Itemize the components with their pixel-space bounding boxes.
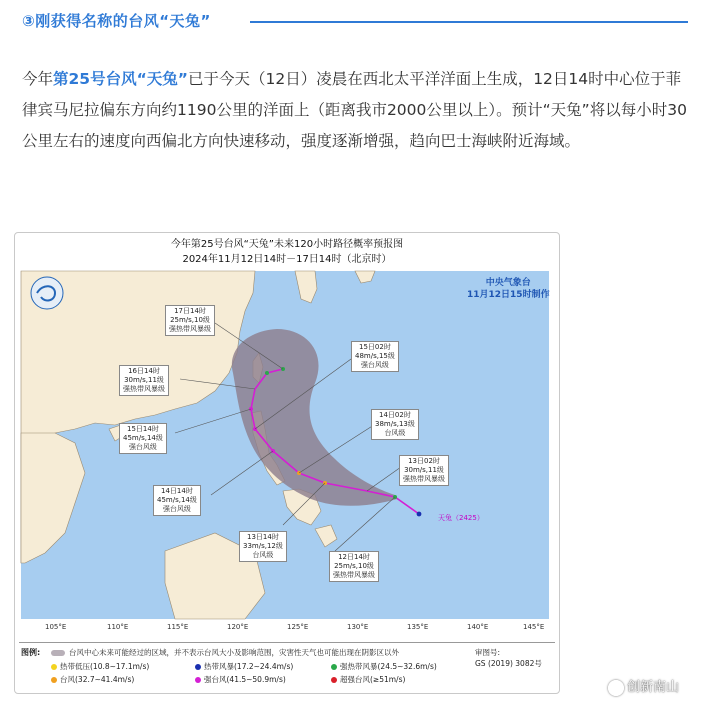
- forecast-label-17d14: 17日14时 25m/s,10级 强热带风暴级: [165, 305, 215, 336]
- longitude-140: 140°E: [467, 623, 489, 631]
- legend-sts: 强热带风暴(24.5~32.6m/s): [331, 661, 437, 672]
- forecast-label-13d02: 13日02时 30m/s,11级 强热带风暴级: [399, 455, 449, 486]
- ty-dot-icon: [51, 677, 57, 683]
- cma-logo: [31, 277, 63, 309]
- legend-ty: 台风(32.7~41.4m/s): [51, 674, 134, 685]
- forecast-label-16d14: 16日14时 30m/s,11级 强热带风暴级: [119, 365, 169, 396]
- map-approval: 审图号: GS (2019) 3082号: [475, 648, 542, 668]
- intro-paragraph: [22, 64, 694, 157]
- forecast-label-14d02: 14日02时 38m/s,13级 台风级: [371, 409, 419, 440]
- super-dot-icon: [331, 677, 337, 683]
- longitude-130: 130°E: [347, 623, 369, 631]
- legend-td: 热带低压(10.8~17.1m/s): [51, 661, 149, 672]
- typhoon-name-highlight: 第25号台风“天兔”: [53, 70, 188, 88]
- td-dot-icon: [51, 664, 57, 670]
- cone-swatch-icon: [51, 650, 65, 656]
- agency-name: 中央气象台: [485, 278, 531, 288]
- sts-dot-icon: [331, 664, 337, 670]
- map-title-line2: 2024年11月12日14时－17日14时（北京时）: [182, 254, 392, 265]
- watermark-text: 创新南山: [627, 680, 680, 695]
- longitude-110: 110°E: [107, 623, 129, 631]
- longitude-115: 115°E: [167, 623, 189, 631]
- track-point-16d14: [265, 371, 269, 375]
- map-title-line1: 今年第25号台风“天兔”未来120小时路径概率预报图: [170, 239, 404, 250]
- ts-dot-icon: [195, 664, 201, 670]
- longitude-125: 125°E: [287, 623, 309, 631]
- sty-dot-icon: [195, 677, 201, 683]
- map-legend: [19, 642, 555, 689]
- issue-time: 11月12日15时制作: [467, 290, 550, 300]
- legend-ts: 热带风暴(17.2~24.4m/s): [195, 661, 293, 672]
- intro-text-body: 已于今天（12日）凌晨在西北太平洋洋面上生成，12日14时中心位于菲律宾马尼拉偏东方向约1190公里的洋面上（距离我市2000公里以上）。预计“天兔”将以每小时30公里左右的速度向西偏北方向快速移动，强度逐渐增强，趋向巴士海峡附近海域。: [22, 70, 687, 150]
- storm-center-current: [417, 512, 422, 517]
- section-heading: [22, 10, 211, 31]
- forecast-label-14d14: 14日14时 45m/s,14级 强台风级: [153, 485, 201, 516]
- longitude-120: 120°E: [227, 623, 249, 631]
- typhoon-forecast-map: [14, 232, 560, 694]
- watermark: [608, 676, 679, 696]
- forecast-label-13d14: 13日14时 33m/s,12级 台风级: [239, 531, 287, 562]
- storm-name-tag: 天兔（2425）: [438, 514, 484, 522]
- forecast-label-12d14: 12日14时 25m/s,10级 强热带风暴级: [329, 551, 379, 582]
- forecast-label-15d14: 15日14时 45m/s,14级 强台风级: [119, 423, 167, 454]
- weibo-icon: [608, 680, 624, 696]
- legend-sty: 强台风(41.5~50.9m/s): [195, 674, 286, 685]
- longitude-105: 105°E: [45, 623, 67, 631]
- heading-divider: [250, 21, 688, 23]
- legend-probability-area: 台风中心未来可能经过的区域，并不表示台风大小及影响范围，灾害性天气也可能出现在阴影区以外: [51, 647, 399, 658]
- forecast-label-15d02: 15日02时 48m/s,15级 强台风级: [351, 341, 399, 372]
- legend-super: 超强台风(≥51m/s): [331, 674, 405, 685]
- longitude-145: 145°E: [523, 623, 545, 631]
- intro-text-start: 今年: [22, 70, 54, 88]
- longitude-135: 135°E: [407, 623, 429, 631]
- agency-block: [467, 277, 550, 301]
- map-title: [15, 237, 559, 267]
- legend-label: 图例:: [21, 648, 41, 657]
- section-title: ③刚获得名称的台风“天兔”: [22, 12, 211, 30]
